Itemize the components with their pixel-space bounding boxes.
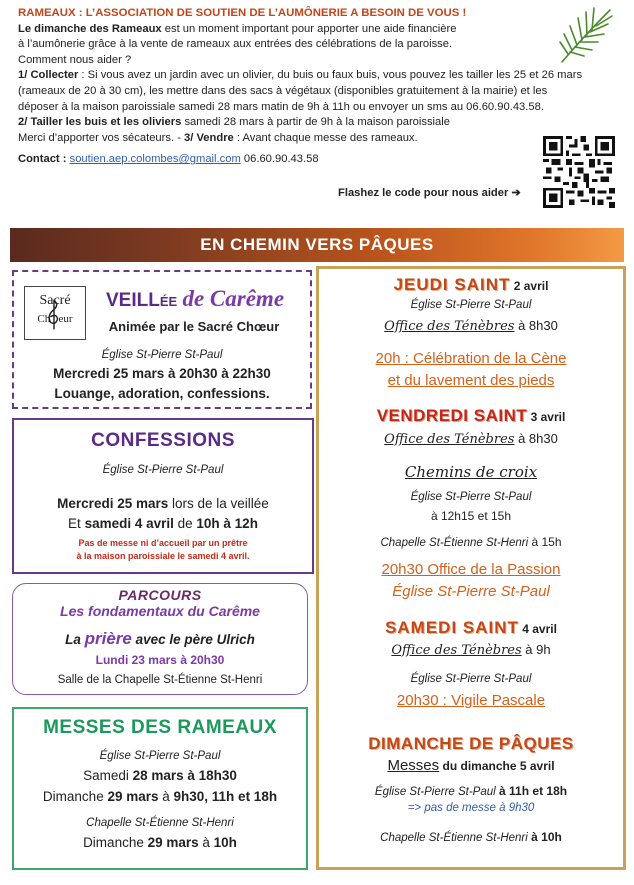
semaine-sainte-box	[316, 266, 626, 870]
veillee-subtitle: Animée par le Sacré Chœur	[108, 319, 280, 334]
veillee-title	[106, 286, 306, 312]
samedi-date: 4 avril	[518, 622, 557, 636]
chemins-chapelle-line	[319, 535, 623, 549]
samedi-heading	[319, 618, 623, 638]
contact-line	[18, 152, 558, 168]
logo-text-1: Sacré	[39, 293, 71, 308]
vendredi-date: 3 avril	[527, 410, 566, 424]
vigile-line: 20h30 : Vigile Pascale	[396, 692, 546, 709]
confessions-line-2	[14, 516, 312, 531]
jeudi-heading	[319, 275, 623, 295]
messes-dim-label: Messes	[387, 757, 440, 774]
dim-chapelle: Chapelle St-Étienne St-Henri	[380, 832, 528, 844]
parcours-l-c: avec le père Ulrich	[131, 632, 255, 647]
step1-text-1: : Si vous avez un jardin avec un olivier, du buis ou faux buis, vous pouvez les tailler les 25 et 26 mars	[78, 69, 583, 82]
qr-code-icon[interactable]	[542, 136, 616, 208]
confessions-title: CONFESSIONS	[91, 430, 235, 451]
contact-email-link[interactable]: soutien.aep.colombes@gmail.com	[69, 153, 241, 166]
vendredi-office-time: à 8h30	[514, 431, 558, 446]
logo-text-2: Ch eur	[37, 313, 73, 325]
jeudi-office: Office des Ténèbres	[384, 319, 515, 334]
vendredi-title: VENDREDI SAINT	[376, 406, 528, 425]
chemins-time: à 12h15 et 15h	[430, 509, 512, 523]
veillee-title-a: VEILLée	[106, 290, 183, 311]
step2-text: samedi 28 mars à partir de 9h à la maison paroissiale	[181, 116, 450, 129]
cene-line-1: 20h : Célébration de la Cène	[375, 350, 567, 367]
confessions-line-1	[14, 496, 312, 511]
step1-label: 1/ Collecter	[18, 69, 79, 82]
confessions-l2-d: 10h à 12h	[196, 516, 258, 531]
parcours-title: PARCOURS	[118, 587, 202, 603]
messes-l3-a: Dimanche	[83, 835, 148, 850]
parcours-box	[12, 583, 308, 695]
chemins-place: Église St-Pierre St-Paul	[410, 491, 532, 503]
confessions-l2-b: samedi 4 avril	[84, 516, 174, 531]
veillee-date: Mercredi 25 mars à 20h30 à 22h30	[53, 366, 271, 381]
intro-block	[18, 6, 583, 168]
messes-l3-c: à	[198, 835, 214, 850]
jeudi-title: JEUDI SAINT	[393, 275, 511, 294]
confessions-note-2: à la maison paroissiale le samedi 4 avril.	[76, 551, 250, 561]
intro-line-1	[18, 22, 558, 38]
step2-line2: Merci d’apporter vos sécateurs. -	[18, 131, 185, 144]
parcours-date: Lundi 23 mars à 20h30	[95, 653, 225, 667]
step1-line-1	[18, 68, 618, 84]
parcours-subtitle: Les fondamentaux du Carême	[60, 603, 260, 619]
step3-label: 3/ Vendre	[184, 131, 234, 144]
samedi-title: SAMEDI SAINT	[385, 618, 519, 637]
messes-l3-b: 29 mars	[147, 835, 199, 850]
parcours-line	[13, 629, 307, 649]
veillee-desc: Louange, adoration, confessions.	[54, 386, 270, 401]
chemins-title: Chemins de croix	[404, 463, 538, 481]
step1-line-2: (rameaux de 20 à 30 cm), les mettre dans des sacs à végétaux (disponibles gratuitement à la mairie) et les	[18, 84, 548, 97]
samedi-office-line	[319, 642, 623, 658]
passion-place: Église St-Pierre St-Paul	[392, 583, 550, 600]
samedi-place: Église St-Pierre St-Paul	[410, 673, 532, 685]
intro-line-3: Comment nous aider ?	[18, 53, 132, 66]
veillee-place: Église St-Pierre St-Paul	[101, 349, 223, 361]
step2-line-2	[18, 131, 558, 147]
jeudi-office-time: à 8h30	[514, 318, 558, 333]
parcours-l-a: La	[65, 632, 85, 647]
jeudi-place: Église St-Pierre St-Paul	[410, 299, 532, 311]
jeudi-office-line	[319, 318, 623, 334]
confessions-note-1: Pas de messe ni d’accueil par un prêtre	[78, 538, 248, 548]
confessions-place: Église St-Pierre St-Paul	[102, 464, 224, 476]
confessions-l1-b: Mercredi 25 mars	[57, 496, 169, 511]
messes-l2-a: Dimanche	[42, 789, 108, 804]
chemins-chapelle: Chapelle St-Étienne St-Henri	[380, 537, 529, 549]
messes-l2-d: 9h30, 11h et 18h	[173, 789, 278, 804]
confessions-box	[12, 418, 314, 574]
messes-line-1	[14, 768, 306, 783]
veillee-title-b: de Carême	[182, 286, 285, 311]
dimanche-title: DIMANCHE DE PÂQUES	[368, 734, 574, 753]
messes-l1-b: 28 mars à 18h30	[132, 768, 237, 783]
passion-line: 20h30 Office de la Passion	[381, 561, 561, 578]
step3-text: : Avant chaque messe des rameaux.	[233, 131, 418, 144]
intro-rest: est un moment important pour apporter une aide financière	[161, 22, 457, 35]
samedi-office-time: à 9h	[521, 642, 551, 657]
dim-chapelle-time: à 10h	[527, 830, 562, 844]
flash-instruction: Flashez le code pour nous aider ➔	[338, 187, 521, 199]
dim-note: => pas de messe à 9h30	[407, 802, 535, 814]
messes-l2-c: à	[158, 789, 174, 804]
vendredi-heading	[319, 406, 623, 426]
messes-line-3	[14, 835, 306, 850]
music-clef-icon	[45, 295, 63, 335]
contact-label: Contact :	[18, 153, 70, 166]
messes-place-1: Église St-Pierre St-Paul	[99, 750, 221, 762]
chemins-chapelle-time: à 15h	[528, 535, 562, 549]
step1-line-3: déposer à la maison paroissiale samedi 28 mars matin de 9h à 11h ou envoyer un sms au 06.60.90.43.58.	[18, 100, 544, 113]
parcours-place: Salle de la Chapelle St-Étienne St-Henri	[57, 674, 263, 686]
intro-line-2: à l’aumônerie grâce à la vente de rameaux aux entrées des célébrations de la paroisse.	[18, 38, 453, 51]
veillee-box	[12, 270, 312, 409]
vendredi-office-line	[319, 431, 623, 447]
messes-l2-b: 29 mars	[107, 789, 159, 804]
messes-dim-line	[319, 757, 623, 774]
step2-line-1	[18, 115, 558, 131]
confessions-l2-a: Et	[68, 516, 85, 531]
confessions-l1-r: lors de la veillée	[168, 496, 269, 511]
messes-l3-d: 10h	[213, 835, 237, 850]
step2-label: 2/ Tailler les buis et les oliviers	[18, 116, 182, 129]
messes-title: MESSES DES RAMEAUX	[43, 717, 277, 738]
dim-place: Église St-Pierre St-Paul	[374, 786, 496, 798]
messes-line-2	[14, 789, 306, 804]
dim-chapelle-line	[319, 830, 623, 844]
messes-dim-date: du dimanche 5 avril	[439, 759, 555, 773]
headline: RAMEAUX : L’ASSOCIATION DE SOUTIEN DE L’AUMÔNERIE A BESOIN DE VOUS !	[18, 7, 467, 19]
samedi-office: Office des Ténèbres	[391, 643, 522, 658]
vendredi-office: Office des Ténèbres	[384, 432, 515, 447]
messes-place-2: Chapelle St-Étienne St-Henri	[86, 817, 234, 829]
intro-bold: Le dimanche des Rameaux	[18, 22, 162, 35]
cene-line-2: et du lavement des pieds	[387, 372, 555, 389]
dim-time: à 11h et 18h	[495, 784, 568, 798]
parcours-l-b: prière	[84, 629, 132, 648]
section-banner: EN CHEMIN VERS PÂQUES	[10, 228, 624, 262]
dim-place-line	[319, 784, 623, 798]
messes-rameaux-box	[12, 707, 308, 870]
confessions-l2-c: de	[173, 516, 197, 531]
palm-leaf-icon	[556, 4, 616, 66]
messes-l1-a: Samedi	[83, 768, 133, 783]
jeudi-date: 2 avril	[510, 279, 549, 293]
contact-phone: 06.60.90.43.58	[240, 153, 319, 166]
